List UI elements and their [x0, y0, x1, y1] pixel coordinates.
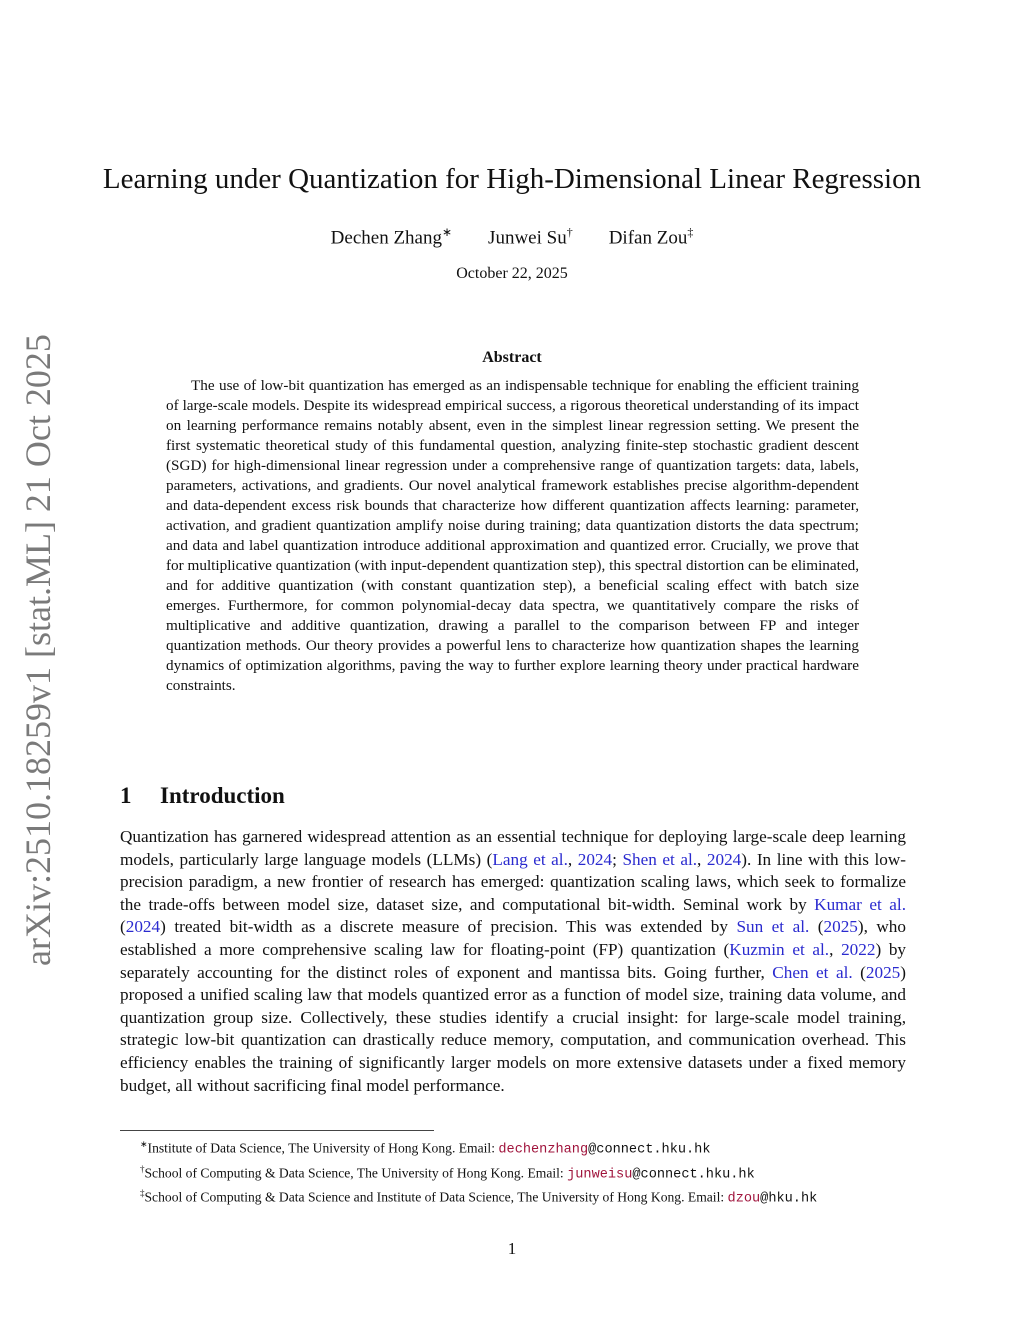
author-name: Dechen Zhang: [330, 227, 442, 249]
publication-date: October 22, 2025: [456, 265, 568, 282]
author-name: Difan Zou: [608, 227, 688, 249]
abstract-text: The use of low-bit quantization has emerged as an indispensable technique for enabling the efficient training of large-scale models. Despite its widespread empirical success, a rigorous theoretical understanding of its impact on learning performance remains notably absent, even in the simplest linear regression setting. We present the first systematic theoretical study of this fundamental question, analyzing finite-step stochastic gradient descent (SGD) for high-dimensional linear regression under a comprehensive range of quantization targets: data, labels, parameters, activations, and gradients. Our novel analytical framework establishes precise algorithm-dependent and data-dependent excess risk bounds that characterize how different quantization affects learning: parameter, activation, and gradient quantization amplify noise during training; data quantization distorts the data spectrum; and data and label quantization introduce additional approximation and quantized error. Crucially, we prove that for multiplicative quantization (with input-dependent quantization step), this spectral distortion can be eliminated, and for additive quantization (with constant quantization step), a beneficial scaling effect with batch size emerges. Furthermore, for common polynomial-decay data spectra, we quantitatively compare the risks of multiplicative and additive quantization, drawing a parallel to the comparison between FP and integer quantization methods. Our theory provides a powerful lens to characterize how quantization shapes the learning dynamics of optimization algorithms, paving the way to further explore learning theory under practical hardware constraints.: [166, 377, 859, 694]
footnote-divider: [120, 1130, 434, 1131]
author: [331, 219, 452, 251]
footnote-mark: ∗: [140, 1139, 148, 1149]
author-mark: †: [566, 225, 573, 239]
body-text: ,: [697, 849, 707, 869]
footnote-text: School of Computing & Data Science and Institute of Data Science, The University of Hong Kong. Email:: [144, 1189, 728, 1205]
body-text: ;: [612, 849, 623, 869]
section-number: 1: [120, 783, 132, 808]
footnote: [120, 1160, 906, 1185]
body-text: ) proposed a unified scaling law that models quantized error as a function of model size, training data volume, and quantization group size. Collectively, these studies identify a crucial insight: for large-scale model training, strategic low-bit quantization can drastically reduce memory, computation, and communication overhead. This efficiency enables the training of significantly larger models on more extensive datasets under a fixed memory budget, all without sacrificing final model performance.: [120, 962, 906, 1095]
page-number: 1: [507, 1239, 517, 1258]
body-text: ), who established a more comprehensive scaling law for floating-point (FP) quantization (: [120, 917, 906, 959]
citation-year-link[interactable]: 2022: [841, 939, 876, 959]
citation-link[interactable]: Chen et al.: [772, 962, 853, 982]
body-text: ,: [829, 939, 842, 959]
body-text: ,: [567, 849, 578, 869]
citation-year-link[interactable]: 2024: [706, 849, 742, 869]
body-text: (: [809, 917, 824, 937]
paper-title: Learning under Quantization for High-Dimensional Linear Regression: [102, 163, 922, 195]
abstract-heading: Abstract: [482, 349, 542, 366]
email-link[interactable]: dzou: [727, 1191, 761, 1207]
footnote: [120, 1184, 906, 1209]
footnote: [120, 1135, 906, 1160]
citation-link[interactable]: Shen et al.: [622, 849, 698, 869]
citation-year-link[interactable]: 2025: [823, 917, 858, 937]
body-text: ) by separately accounting for the distinct roles of exponent and mantissa bits. Going further,: [120, 939, 907, 982]
footnote-text: Institute of Data Science, The University of Hong Kong. Email:: [147, 1140, 499, 1156]
citation-link[interactable]: Lang et al.: [492, 849, 568, 869]
author-name: Junwei Su: [488, 227, 567, 249]
author-mark: ‡: [687, 225, 694, 239]
body-text: ) treated bit-width as a discrete measure of precision. This was extended by: [160, 917, 737, 937]
citation-year-link[interactable]: 2025: [865, 962, 901, 982]
citation-link[interactable]: Kuzmin et al.: [729, 939, 830, 959]
email-domain: @hku.hk: [760, 1191, 818, 1207]
body-text: ). In line with this low-precision paradigm, a new frontier of research has emerged: quantization scaling laws, which seek to formalize the trade-offs between model size, dataset size, and computational bit-width. Seminal work by: [120, 849, 907, 914]
author: [488, 219, 573, 251]
footnotes: [120, 1135, 906, 1209]
footnote-text: School of Computing & Data Science, The University of Hong Kong. Email:: [144, 1165, 568, 1181]
section-title: Introduction: [160, 783, 285, 808]
footnote-mark: ‡: [140, 1188, 145, 1199]
citation-year-link[interactable]: 2024: [125, 917, 161, 937]
section-heading: [120, 781, 720, 811]
body-text: Quantization has garnered widespread attention as an essential technique for deploying large-scale deep learning models, particularly large language models (LLMs) (: [120, 827, 906, 869]
email-domain: @connect.hku.hk: [632, 1167, 755, 1183]
arxiv-identifier-stamp: arXiv:2510.18259v1 [stat.ML] 21 Oct 2025: [18, 334, 58, 966]
email-link[interactable]: junweisu: [567, 1167, 633, 1183]
introduction-paragraph: [120, 826, 906, 1097]
footnote-mark: †: [140, 1163, 145, 1174]
author-list: [100, 219, 924, 251]
email-domain: @connect.hku.hk: [588, 1142, 711, 1158]
citation-link[interactable]: Kumar et al.: [814, 894, 906, 914]
body-text: (: [120, 917, 126, 937]
citation-year-link[interactable]: 2024: [577, 849, 613, 869]
citation-link[interactable]: Sun et al.: [736, 917, 810, 937]
email-link[interactable]: dechenzhang: [498, 1142, 589, 1158]
author-mark: ∗: [441, 225, 453, 239]
body-text: (: [852, 962, 866, 982]
author: [609, 219, 694, 251]
